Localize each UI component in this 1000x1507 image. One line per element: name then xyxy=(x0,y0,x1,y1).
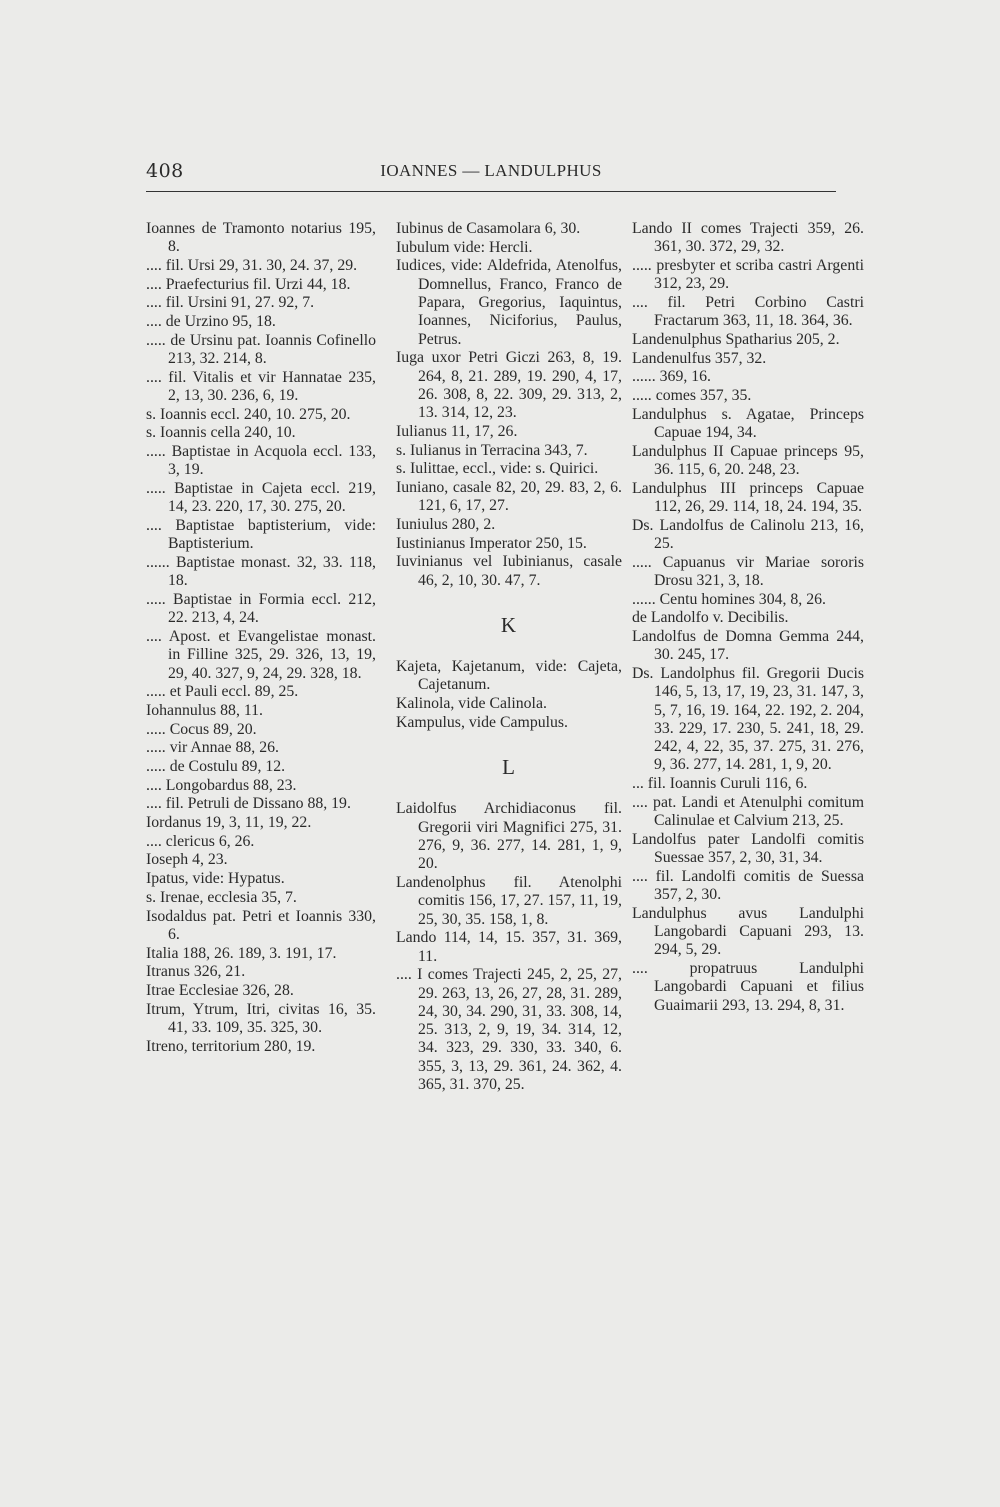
index-entry: Laidolfus Archidiaconus fil. Gregorii viri Magnifici 275, 31. 276, 9, 36. 277, 14. 281, 1, 9, 20. xyxy=(396,800,622,873)
index-entry: Kampulus, vide Campulus. xyxy=(396,713,568,731)
index-entry: .... fil. Petri Corbino Castri Fractarum 363, 11, 18. 364, 36. xyxy=(632,293,864,330)
index-entry: Itreno, territorium 280, 19. xyxy=(146,1037,316,1055)
index-entry: Lando II comes Trajecti 359, 26. 361, 30. 372, 29, 32. xyxy=(632,220,864,256)
index-entry: Landenulphus Spatharius 205, 2. xyxy=(632,330,840,348)
index-entry: ...... Baptistae monast. 32, 33. 118, 18. xyxy=(146,554,376,590)
page-number: 408 xyxy=(146,160,184,182)
index-entry: .... Baptistae baptisterium, vide: Baptisterium. xyxy=(146,517,376,553)
index-entry: Landulphus s. Agatae, Princeps Capuae 194, 34. xyxy=(632,405,864,441)
index-entry: .... fil. Ursi 29, 31. 30, 24. 37, 29. xyxy=(146,256,358,274)
index-entry: s. Iulianus in Terracina 343, 7. xyxy=(396,441,588,459)
index-entry: ..... Baptistae in Cajeta eccl. 219, 14, 23. 220, 17, 30. 275, 20. xyxy=(146,480,376,516)
index-entry: .... fil. Landolfi comitis de Suessa 357, 2, 30. xyxy=(632,867,864,904)
index-entry: Iohannulus 88, 11. xyxy=(146,701,264,719)
index-column-1 xyxy=(146,220,376,1056)
index-entry: Iulianus 11, 17, 26. xyxy=(396,422,518,440)
index-entry: ...... Centu homines 304, 8, 26. xyxy=(632,590,826,608)
index-entry: Ioannes de Tramonto notarius 195, 8. xyxy=(146,220,376,256)
index-entry: Kalinola, vide Calinola. xyxy=(396,695,547,713)
index-entry: .... clericus 6, 26. xyxy=(146,832,255,850)
index-entry: ..... comes 357, 35. xyxy=(632,387,752,405)
index-entry: Isodaldus pat. Petri et Ioannis 330, 6. xyxy=(146,907,376,943)
index-entry: Iubulum vide: Hercli. xyxy=(396,238,533,256)
index-entry: .... Apost. et Evangelistae monast. in Filline 325, 29. 326, 13, 19, 29, 40. 327, 9, 24, 29. 328, 18. xyxy=(146,628,376,682)
index-entry: ... fil. Ioannis Curuli 116, 6. xyxy=(632,775,808,793)
index-entry: .... propatruus Landulphi Langobardi Capuani et filius Guaimarii 293, 13. 294, 8, 31. xyxy=(632,960,864,1014)
index-entry: Lando 114, 14, 15. 357, 31. 369, 11. xyxy=(396,929,622,965)
index-entry: .... Praefecturius fil. Urzi 44, 18. xyxy=(146,275,351,293)
index-entry: Iuniano, casale 82, 20, 29. 83, 2, 6. 121, 6, 17, 27. xyxy=(396,478,622,515)
index-entry: Iudices, vide: Aldefrida, Atenolfus, Domnellus, Franco, Franco de Papara, Gregorius, Iaquintus, Ioannes, Niciforius, Paulus, Petrus. xyxy=(396,257,622,348)
index-entry: Ds. Landolphus fil. Gregorii Ducis 146, 5, 13, 17, 19, 23, 31. 147, 3, 5, 7, 16, 19. 164, 22. 192, 2. 204, 33. 229, 17. 230, 5. 241, 18, 29. 242, 4, 22, 35, 37. 275, 31. 276, 9, 36. 277, 14. 281, 1, 9, 20. xyxy=(632,664,864,774)
index-entry: Landolfus pater Landolfi comitis Suessae 357, 2, 30, 31, 34. xyxy=(632,830,864,867)
index-entry: ..... vir Annae 88, 26. xyxy=(146,739,279,757)
index-entry: Itranus 326, 21. xyxy=(146,963,246,981)
index-entry: ...... 369, 16. xyxy=(632,368,711,386)
index-entry: Iuniulus 280, 2. xyxy=(396,515,496,533)
index-entry: de Landolfo v. Decibilis. xyxy=(632,609,789,627)
index-entry: ..... Baptistae in Acquola eccl. 133, 3, 19. xyxy=(146,443,376,479)
index-entry: s. Irenae, ecclesia 35, 7. xyxy=(146,888,297,906)
index-entry: Italia 188, 26. 189, 3. 191, 17. xyxy=(146,944,337,962)
page-header xyxy=(146,155,836,192)
index-entry: Ds. Landolfus de Calinolu 213, 16, 25. xyxy=(632,516,864,552)
index-entry: Landulphus avus Landulphi Langobardi Capuani 293, 13. 294, 5, 29. xyxy=(632,904,864,959)
running-title: IOANNES — LANDULPHUS xyxy=(380,161,602,180)
index-column-2 xyxy=(396,220,622,1095)
index-entry: Iuga uxor Petri Giczi 263, 8, 19. 264, 8, 21. 289, 19. 290, 4, 17, 26. 308, 8, 22. 309, 29. 313, 2, 13. 314, 12, 23. xyxy=(396,349,622,422)
index-entry: ..... presbyter et scriba castri Argenti 312, 23, 29. xyxy=(632,256,864,293)
index-entry: Iubinus de Casamolara 6, 30. xyxy=(396,220,581,237)
index-entry: Ioseph 4, 23. xyxy=(146,851,228,869)
index-entry: .... fil. Ursini 91, 27. 92, 7. xyxy=(146,294,315,312)
index-entry: Itrum, Ytrum, Itri, civitas 16, 35. 41, 33. 109, 35. 325, 30. xyxy=(146,1000,376,1036)
index-entry: ..... Cocus 89, 20. xyxy=(146,720,257,738)
index-entry: ..... et Pauli eccl. 89, 25. xyxy=(146,683,299,701)
index-entry: Iordanus 19, 3, 11, 19, 22. xyxy=(146,814,312,832)
index-entry: Landenolphus fil. Atenolphi comitis 156, 17, 27. 157, 11, 19, 25, 30, 35. 158, 1, 8. xyxy=(396,873,622,928)
index-entry: .... fil. Petruli de Dissano 88, 19. xyxy=(146,795,351,813)
index-entry: ..... de Ursinu pat. Ioannis Cofinello 213, 32. 214, 8. xyxy=(146,331,376,368)
index-entry: .... Longobardus 88, 23. xyxy=(146,776,297,794)
index-entry: Itrae Ecclesiae 326, 28. xyxy=(146,981,294,999)
letter-heading: L xyxy=(502,755,516,780)
index-entry: Landulphus II Capuae princeps 95, 36. 115, 6, 20. 248, 23. xyxy=(632,442,864,478)
index-entry: s. Iulittae, eccl., vide: s. Quirici. xyxy=(396,460,599,478)
index-entry: .... fil. Vitalis et vir Hannatae 235, 2, 13, 30. 236, 6, 19. xyxy=(146,368,376,405)
index-column-3 xyxy=(632,220,864,1015)
index-entry: Landenulfus 357, 32. xyxy=(632,349,767,367)
index-entry: Ipatus, vide: Hypatus. xyxy=(146,870,285,888)
index-entry: .... de Urzino 95, 18. xyxy=(146,313,276,331)
index-entry: Iuvinianus vel Iubinianus, casale 46, 2, 10, 30. 47, 7. xyxy=(396,553,622,589)
index-entry: .... I comes Trajecti 245, 2, 25, 27, 29. 263, 13, 26, 27, 28, 31. 289, 24, 30, 34. 290, 31, 33. 308, 14, 25. 313, 2, 9, 19, 34. 314, 12, 34. 323, 29. 330, 33. 340, 6. 355, 3, 13, 29. 361, 24. 362, 4. 365, 31. 370, 25. xyxy=(396,966,622,1094)
index-entry: Landolfus de Domna Gemma 244, 30. 245, 17. xyxy=(632,628,864,664)
index-entry: Kajeta, Kajetanum, vide: Cajeta, Cajetanum. xyxy=(396,658,622,694)
index-entry: ..... Capuanus vir Mariae sororis Drosu 321, 3, 18. xyxy=(632,553,864,589)
index-entry: s. Ioannis cella 240, 10. xyxy=(146,424,296,442)
letter-heading: K xyxy=(500,612,518,637)
index-entry: Iustinianus Imperator 250, 15. xyxy=(396,534,587,552)
index-entry: Landulphus III princeps Capuae 112, 26, 29. 114, 18, 24. 194, 35. xyxy=(632,479,864,515)
index-entry: .... pat. Landi et Atenulphi comitum Calinulae et Calvium 213, 25. xyxy=(632,793,864,830)
index-entry: s. Ioannis eccl. 240, 10. 275, 20. xyxy=(146,405,351,423)
index-entry: ..... de Costulu 89, 12. xyxy=(146,758,286,776)
index-entry: ..... Baptistae in Formia eccl. 212, 22. 213, 4, 24. xyxy=(146,591,376,627)
